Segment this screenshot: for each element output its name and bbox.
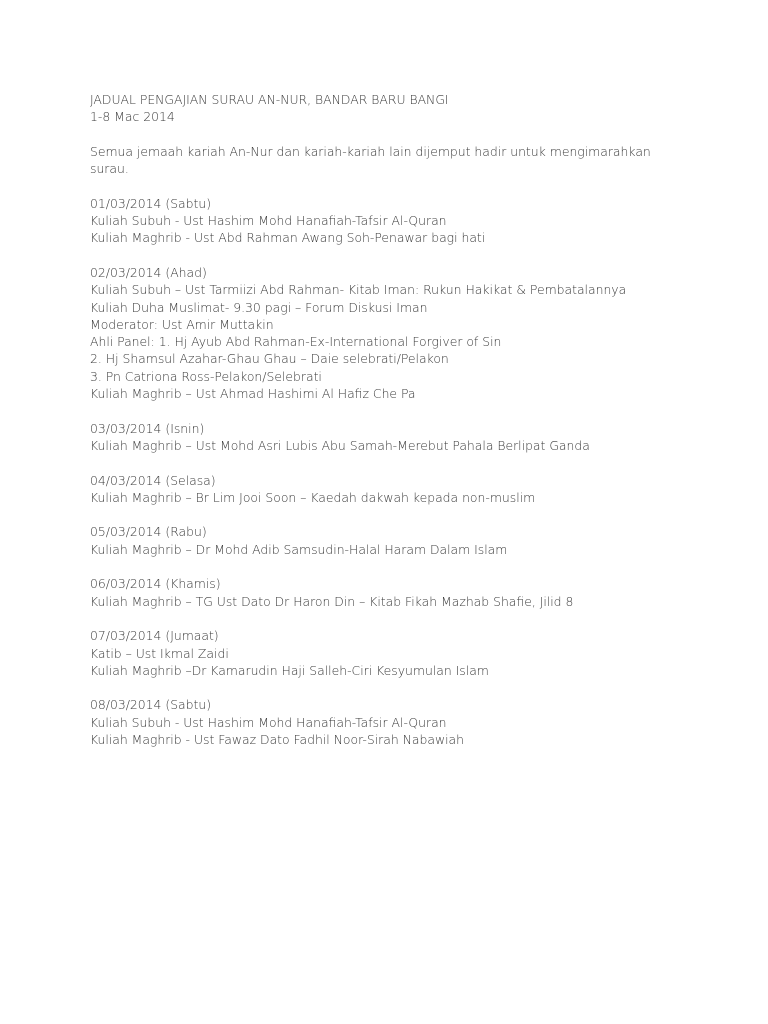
schedule-day (90, 195, 690, 247)
spacer (90, 402, 690, 419)
schedule-entry: Kuliah Maghrib – Dr Mohd Adib Samsudin-Halal Haram Dalam Islam (90, 541, 508, 557)
schedule-entry: Kuliah Maghrib - Ust Abd Rahman Awang Soh-Penawar bagi hati (90, 230, 486, 246)
schedule-date: 06/03/2014 (Khamis) (90, 576, 221, 592)
schedule-entry: Kuliah Maghrib –Dr Kamarudin Haji Salleh-Ciri Kesyumulan Islam (90, 662, 489, 678)
intro-text-line-1: Semua jemaah kariah An-Nur dan kariah-kariah lain dijemput hadir untuk mengimarahkan (90, 143, 651, 159)
intro-text-line-2: surau. (90, 161, 129, 177)
schedule-date: 07/03/2014 (Jumaat) (90, 628, 219, 644)
document-title: JADUAL PENGAJIAN SURAU AN-NUR, BANDAR BARU BANGI (90, 92, 449, 107)
spacer (90, 506, 690, 523)
schedule-day (90, 420, 690, 455)
schedule-day (90, 472, 690, 507)
schedule-date: 08/03/2014 (Sabtu) (90, 697, 212, 713)
schedule-day (90, 264, 690, 402)
schedule-date: 02/03/2014 (Ahad) (90, 264, 207, 280)
spacer (90, 558, 690, 575)
schedule-entry: Moderator: Ust Amir Muttakin (90, 316, 274, 332)
spacer (90, 610, 690, 627)
schedule-date: 01/03/2014 (Sabtu) (90, 195, 212, 211)
schedule-entry: 2. Hj Shamsul Azahar-Ghau Ghau – Daie selebrati/Pelakon (90, 351, 449, 367)
schedule-day (90, 627, 690, 679)
schedule-entry: Kuliah Subuh - Ust Hashim Mohd Hanafiah-Tafsir Al-Quran (90, 714, 447, 730)
schedule-entry: Kuliah Maghrib – TG Ust Dato Dr Haron Din – Kitab Fikah Mazhab Shafie, Jilid 8 (90, 593, 574, 609)
schedule-entry: Kuliah Subuh – Ust Tarmiizi Abd Rahman- Kitab Iman: Rukun Hakikat & Pembatalannya (90, 282, 627, 298)
schedule-date: 05/03/2014 (Rabu) (90, 524, 207, 540)
schedule-date: 03/03/2014 (Isnin) (90, 420, 205, 436)
schedule-day (90, 523, 690, 558)
schedule-entry: 3. Pn Catriona Ross-Pelakon/Selebrati (90, 368, 322, 384)
schedule-entry: Kuliah Maghrib – Br Lim Jooi Soon – Kaedah dakwah kepada non-muslim (90, 489, 536, 505)
document-page (90, 91, 690, 748)
schedule-entry: Ahli Panel: 1. Hj Ayub Abd Rahman-Ex-International Forgiver of Sin (90, 334, 502, 350)
schedule-date: 04/03/2014 (Selasa) (90, 472, 216, 488)
schedule-day (90, 575, 690, 610)
schedule-day (90, 696, 690, 748)
document-date-range: 1-8 Mac 2014 (90, 109, 175, 125)
schedule-list (90, 177, 690, 748)
schedule-entry: Kuliah Subuh - Ust Hashim Mohd Hanafiah-Tafsir Al-Quran (90, 213, 447, 229)
schedule-entry: Kuliah Maghrib – Ust Mohd Asri Lubis Abu Samah-Merebut Pahala Berlipat Ganda (90, 437, 590, 453)
spacer (90, 247, 690, 264)
schedule-entry: Katib – Ust Ikmal Zaidi (90, 645, 229, 661)
schedule-entry: Kuliah Duha Muslimat- 9.30 pagi – Forum Diskusi Iman (90, 299, 428, 315)
schedule-entry: Kuliah Maghrib - Ust Fawaz Dato Fadhil Noor-Sirah Nabawiah (90, 731, 464, 747)
spacer (90, 454, 690, 471)
spacer (90, 177, 690, 194)
schedule-entry: Kuliah Maghrib – Ust Ahmad Hashimi Al Hafiz Che Pa (90, 386, 416, 402)
spacer (90, 126, 690, 143)
spacer (90, 679, 690, 696)
